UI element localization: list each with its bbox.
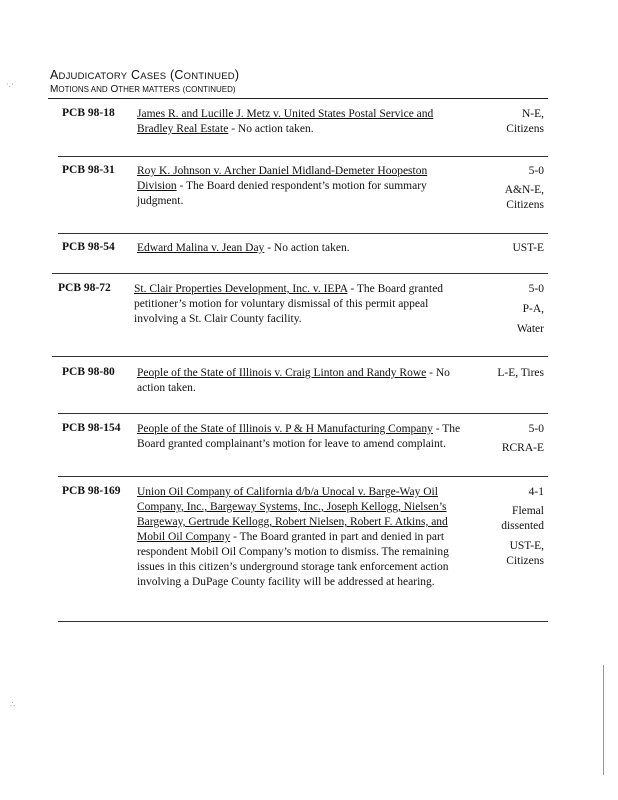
case-number: PCB 98-72 [58,282,111,294]
case-description [137,164,469,209]
case-vote: L-E, Tires [497,367,544,379]
case-number: PCB 98-54 [62,241,115,253]
case-vote: 5-0 A&N-E, Citizens [504,165,544,211]
case-number: PCB 98-154 [62,422,121,434]
case-title: Roy K. Johnson v. Archer Daniel Midland-Demeter Hoopeston Division [137,165,428,192]
divider [52,356,548,357]
section-title: ADJUDICATORY CASES (CONTINUED) [50,68,240,82]
divider [58,476,548,477]
case-vote: 4-1 Flemal dissented UST-E, Citizens [501,486,544,567]
subsection-title: MOTIONS AND OTHER MATTERS (CONTINUED) [50,84,236,95]
case-title: People of the State of Illinois v. P & H Manufacturing Company [137,423,433,435]
divider [58,156,548,157]
case-description [137,366,469,396]
case-description [137,107,469,137]
case-title: Union Oil Company of California d/b/a Unocal v. Barge-Way Oil Company, Inc., Bargeway Systems, Inc., Joseph Kellogg, Nielsen’s Bargeway, Gertrude Kellogg, Robert Nielsen, Robert F. Atkins, and Mobil Oil Company [137,486,448,543]
divider [58,621,548,622]
case-number: PCB 98-31 [62,164,115,176]
case-vote: 5-0 P-A, Water [516,283,544,335]
divider [58,233,548,234]
scan-speck: ∴ [10,700,16,709]
case-action: - The Board granted petitioner’s motion for voluntary dismissal of this permit appeal involving a St. Clair County facility. [134,283,444,325]
case-vote: UST-E [512,242,544,254]
case-action: - No action taken. [264,242,350,254]
case-description [137,241,469,256]
case-number: PCB 98-169 [62,485,121,497]
case-description [137,422,469,452]
case-title: James R. and Lucille J. Metz v. United States Postal Service and Bradley Real Estate [137,108,434,135]
case-action: - The Board denied respondent’s motion for summary judgment. [137,180,427,207]
case-number: PCB 98-18 [62,107,115,119]
case-action: - The Board granted complainant’s motion for leave to amend complaint. [137,423,461,450]
divider [58,413,548,414]
case-title: St. Clair Properties Development, Inc. v. IEPA [134,283,348,295]
case-description [137,485,469,590]
case-action: - No action taken. [228,123,314,135]
case-number: PCB 98-80 [62,366,115,378]
case-action: - The Board granted in part and denied in part respondent Mobil Oil Company’s motion to dismiss. The remaining issues in this citizen’s underground storage tank enforcement action involving a DuPage County facility will be addressed at hearing. [137,531,449,588]
case-vote: 5-0 RCRA-E [501,423,544,454]
scan-speck: ·.· [6,80,14,89]
case-title: People of the State of Illinois v. Craig Linton and Randy Rowe [137,367,427,379]
divider [52,273,548,274]
header-rule [48,98,548,99]
case-action: - No action taken. [137,367,450,394]
scan-edge [603,665,604,775]
case-vote: N-E, Citizens [506,108,544,135]
case-description [134,282,466,327]
case-title: Edward Malina v. Jean Day [137,242,265,254]
